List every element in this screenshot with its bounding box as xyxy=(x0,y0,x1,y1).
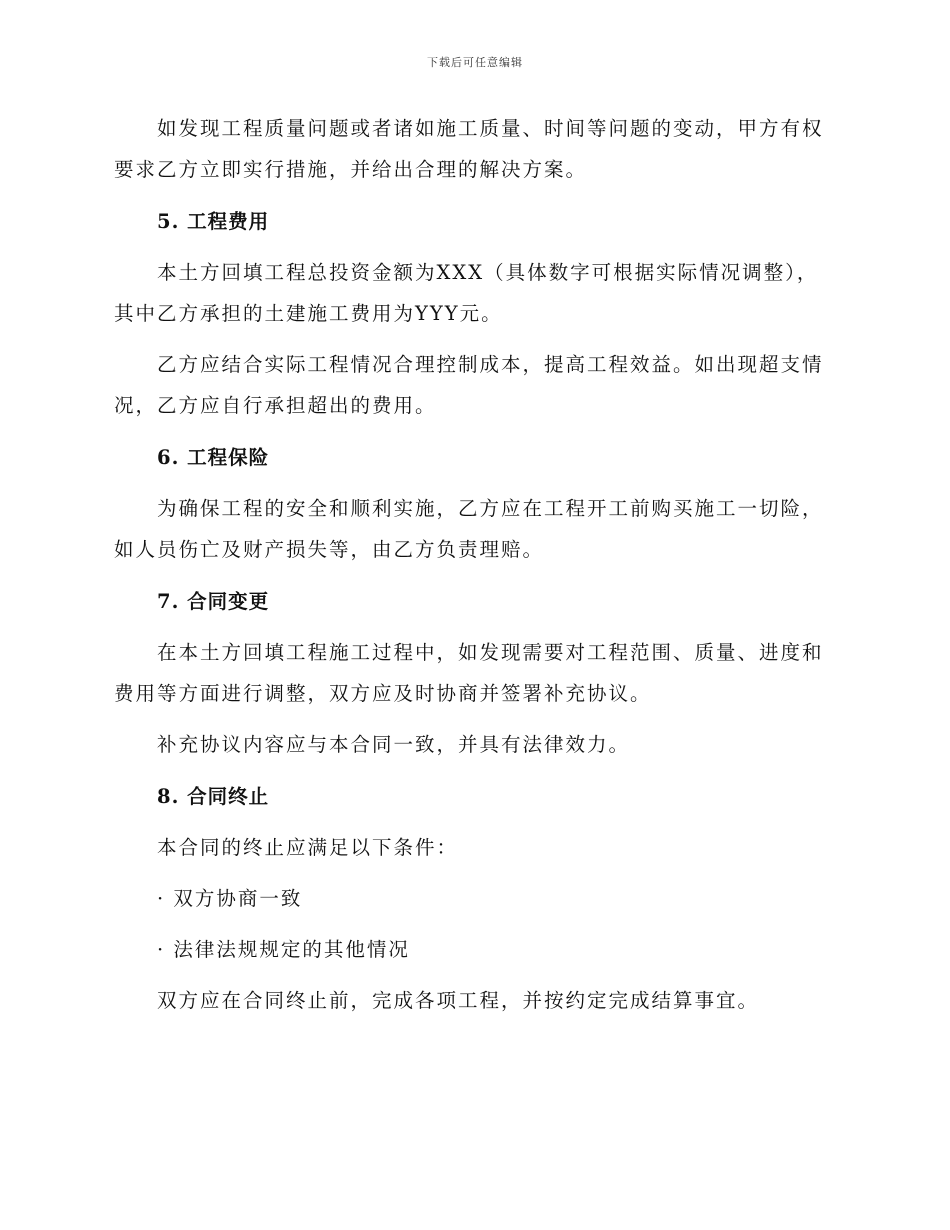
intro-paragraph: 如发现工程质量问题或者诸如施工质量、时间等问题的变动，甲方有权要求乙方立即实行措施，并给出合理的解决方案。 xyxy=(114,117,824,181)
section-7-paragraph-2: 补充协议内容应与本合同一致，并具有法律效力。 xyxy=(157,733,631,756)
list-item: · 法律法规规定的其他情况 xyxy=(157,938,410,961)
list-item: · 双方协商一致 xyxy=(157,887,303,910)
section-7-heading: 7. 合同变更 xyxy=(157,590,270,613)
section-7-paragraph-1: 在本土方回填工程施工过程中，如发现需要对工程范围、质量、进度和费用等方面进行调整，双方应及时协商并签署补充协议。 xyxy=(114,641,824,705)
section-6-paragraph-1: 为确保工程的安全和顺利实施，乙方应在工程开工前购买施工一切险，如人员伤亡及财产损失等，由乙方负责理赔。 xyxy=(114,497,824,561)
section-8-paragraph-1: 本合同的终止应满足以下条件： xyxy=(157,836,459,859)
document-body xyxy=(114,108,836,1021)
section-5-paragraph-1: 本土方回填工程总投资金额为XXX（具体数字可根据实际情况调整），其中乙方承担的土建施工费用为YYY元。 xyxy=(114,261,819,325)
section-6-heading: 6. 工程保险 xyxy=(157,446,270,469)
section-5-paragraph-2: 乙方应结合实际工程情况合理控制成本，提高工程效益。如出现超支情况，乙方应自行承担超出的费用。 xyxy=(114,353,824,417)
section-8-heading: 8. 合同终止 xyxy=(157,785,270,808)
page-header: 下载后可任意编辑 xyxy=(427,56,523,69)
section-5-heading: 5. 工程费用 xyxy=(157,210,270,233)
section-8-paragraph-2: 双方应在合同终止前，完成各项工程，并按约定完成结算事宜。 xyxy=(157,989,760,1012)
